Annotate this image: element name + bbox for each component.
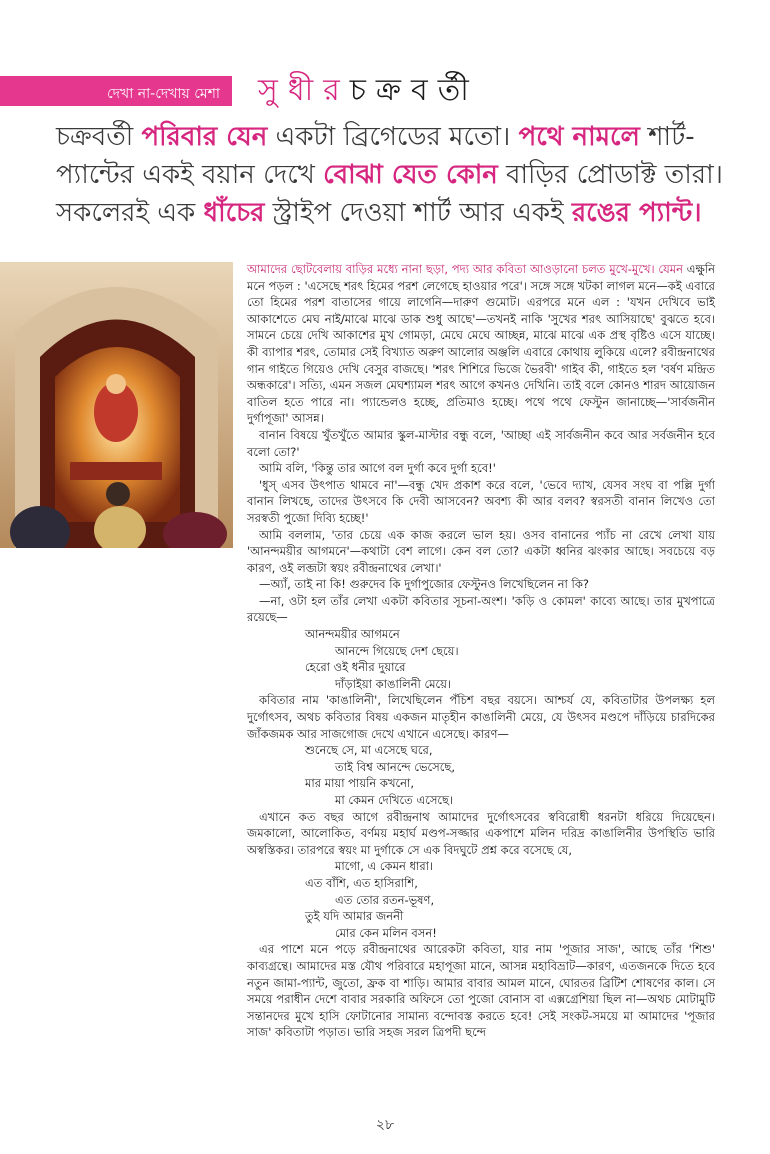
deck-text-segment: শার্ট-প্যান্টের একই বয়ান দেখে [56,122,695,190]
article-body [247,261,715,1041]
deck-highlight-text: ধাঁচের [203,198,265,228]
poem-line: এত তোর রতন-ভূষণ, [335,892,435,907]
poem-line: এত বাঁশি, এত হাসিরাশি, [305,875,418,890]
section-band [0,76,232,106]
section-label: দেখা না-দেখায় মেশা [107,86,220,102]
paragraph: আমি বললাম, 'তার চেয়ে এক কাজ করলে ভাল হয়। ওসব বানানের প্যাঁচ না রেখে লেখা যায় 'আনন্দময়ীর আগমনে'—কথাটা বেশ লাগে। কেন বল তো? একটা ধ্বনির ঝংকার আছে। সবচেয়ে বড় কারণ, ওই লব্জটা স্বয়ং রবীন্দ্রনাথের লেখা।' [247,527,715,575]
deck-highlight-text: পরিবার যেন [141,122,268,152]
poem-line: মাগো, এ কেমন ধারা। [335,859,434,874]
author-last-name: চক্রবর্তী [349,73,479,108]
deck-highlight-text: পথে নামলে [518,122,640,152]
paragraph: কবিতার নাম 'কাঙালিনী', লিখেছিলেন পঁচিশ বছর বয়সে। আশ্চর্য যে, কবিতাটার উপলক্ষ্য হল দুর্গোৎসব, অথচ কবিতার বিষয় একজন মাতৃহীন কাঙালিনী মেয়ে, যে উৎসব মণ্ডপে দাঁড়িয়ে চারদিকের জাঁকজমক আর সাজগোজ দেখে এখানে এসেছে। কারণ— [247,693,715,741]
poem-line: আনন্দময়ীর আগমনে [305,627,400,642]
poem-line: হেরো ওই ধনীর দুয়ারে [305,660,406,675]
deck-text-segment: চক্রবর্তী [56,122,142,152]
deck-highlight-text: রঙের প্যান্ট। [571,198,702,228]
paragraph-text: এক্ষুনি মনে পড়ল : 'এসেছে শরৎ হিমের পরশ লেগেছে হাওয়ার পরে'। সঙ্গে সঙ্গে খটকা লাগল মনে—কই এবারে তো হিমের পরশ বাতাসের গায়ে লাগেনি—দারুণ গুমোট। এরপরে মনে এল : 'যখন দেখিবে ভাই আকাশেতে মেঘ নাই/মাঝে মাঝে ডাক শুধু আছে'—তখনই নাকি 'সুখের শরৎ আসিয়াছে' বুঝতে হবে। সামনে চেয়ে দেখি আকাশের মুখ গোমড়া, মেঘে মেঘে আচ্ছন্ন, মাঝে মাঝে এক প্রস্থ বৃষ্টিও এসে যাচ্ছে। কী ব্যাপার শরৎ, তোমার সেই বিখ্যাত অরুণ আলোর অঞ্জলি এবারে কোথায় লুকিয়ে এলে? রবীন্দ্রনাথের গান গাইতে গিয়েও দেখি বেসুর বাজছে। 'শরৎ শিশিরে ভিজে ভৈরবী' গাইব কী, গাইতে হল 'বর্ষণ মন্দ্রিত অন্ধকারে'। সত্যি, এমন সজল মেঘশ্যামল শরৎ আগে কখনও দেখিনি। তাই বলে কোনও শারদ আয়োজন বাতিল হতে পারে না। প্যান্ডেলও হচ্ছে, প্রতিমাও হচ্ছে। পথে পথে ফেস্টুন জানাচ্ছে—'সার্বজনীন দুর্গাপূজা' আসন্ন। [247,262,716,426]
paragraph: আমি বলি, 'কিন্তু তার আগে বল দুর্গা কবে দুর্গা হবে!' [259,461,496,476]
deck-text-segment: একটা ব্রিগেডের মতো। [267,122,519,152]
poem-line: মা কেমন দেখিতে এসেছে। [335,793,454,807]
paragraph: —না, ওটা হল তাঁর লেখা একটা কবিতার সূচনা-অংশ। 'কড়ি ও কোমল' কাব্যে আছে। তার মুখপাত্রে রয়েছে— [247,593,715,625]
deck-text [56,118,736,232]
deck-highlight-text: বোঝা যেত কোন [323,160,498,190]
poem-line: শুনেছে সে, মা এসেছে ঘরে, [305,743,433,758]
poem-line: দাঁড়াইয়া কাঙালিনী মেয়ে। [335,676,452,691]
deck-text-segment: স্ট্রাইপ দেওয়া শার্ট আর একই [264,198,572,228]
author-name [258,66,479,117]
paragraph [247,261,715,427]
poem-line: মার মায়া পায়নি কখনো, [305,776,414,791]
paragraph: এখানে কত বছর আগে রবীন্দ্রনাথ আমাদের দুর্গোৎসবের স্ববিরোধী ধরনটা ধরিয়ে দিয়েছেন। জমকালো, আলোকিত, বর্ণময় মহার্ঘ মণ্ডপ-সজ্জার একপাশে মলিন দরিদ্র কাঙালিনীর উপস্থিতি ভারি অস্বস্তিকর। তারপরে স্বয়ং মা দুর্গাকে সে এক বিদঘুটে প্রশ্ন করে বসেছে যে, [247,809,715,857]
paragraph: —অ্যাঁ, তাই না কি! গুরুদেব কি দুর্গাপুজোর ফেস্টুনও লিখেছিলেন না কি? [259,577,589,592]
photo-graphic [0,262,233,548]
poem-line: আনন্দে গিয়েছে দেশ ছেয়ে। [335,643,459,658]
lead-in-text: আমাদের ছোটবেলায় বাড়ির মধ্যে নানা ছড়া, পদ্য আর কবিতা আওড়ানো চলত মুখে-মুখে। যেমন [247,262,683,276]
poem-line: তুই যদি আমার জননী [305,909,404,924]
author-first-name: সুধীর [258,73,350,108]
paragraph: বানান বিষয়ে খুঁতখুঁতে আমার স্কুল-মাস্টার বন্ধু বলে, 'আচ্ছা এই সার্বজনীন কবে আর সর্বজনীন হবে বলো তো?' [247,427,715,459]
page-number: ২৮ [375,1117,395,1133]
paragraph: এর পাশে মনে পড়ে রবীন্দ্রনাথের আরেকটা কবিতা, যার নাম 'পূজার সাজ', আছে তাঁর 'শিশু' কাব্যগ্রন্থে। আমাদের মস্ত যৌথ পরিবারে মহাপূজা মানে, আসন্ন মহাবিভ্রাট—কারণ, এতজনকে দিতে হবে নতুন জামা-প্যান্ট, জুতো, ফ্রক বা শাড়ি। আমার বাবার আমল মানে, ঘোরতর ব্রিটিশ শোষণের কাল। সে সময়ে পরাধীন দেশে বাবার সরকারি অফিসে তো পুজো বোনাস বা এক্সগ্রেশিয়া ছিল না—অথচ মোটামুটি সন্তানদের মুখে হাসি ফোটানোর সামান্য বন্দোবস্ত করতে হবে! সেই সংকট-সময়ে মা আমাদের 'পূজার সাজ' কবিতাটা পড়াত। ভারি সহজ সরল ত্রিপদী ছন্দে [247,942,715,1040]
durga-pandal-photo [0,262,233,548]
poem-line: মোর কেন মলিন বসন! [335,925,437,940]
paragraph: 'ধুস্‌ এসব উৎপাত থামবে না'—বন্ধু খেদ প্রকাশ করে বলে, 'ভেবে দ্যাখ, যেসব সংঘ বা পল্লি দুর্গা বানান লিখছে, তাদের উৎসবে কি দেবী আসবেন? অবশ্য কী আর বলব? স্বরসতী বানান লিখেও তো সরস্বতী পুজো দিব্যি হচ্ছে!' [247,477,715,525]
poem-line: তাই বিশ্ব আনন্দে ভেসেছে, [335,759,455,774]
deck-text-segment: বাড়ির প্রোডাক্ট তারা। সকলেরই এক [56,160,723,228]
